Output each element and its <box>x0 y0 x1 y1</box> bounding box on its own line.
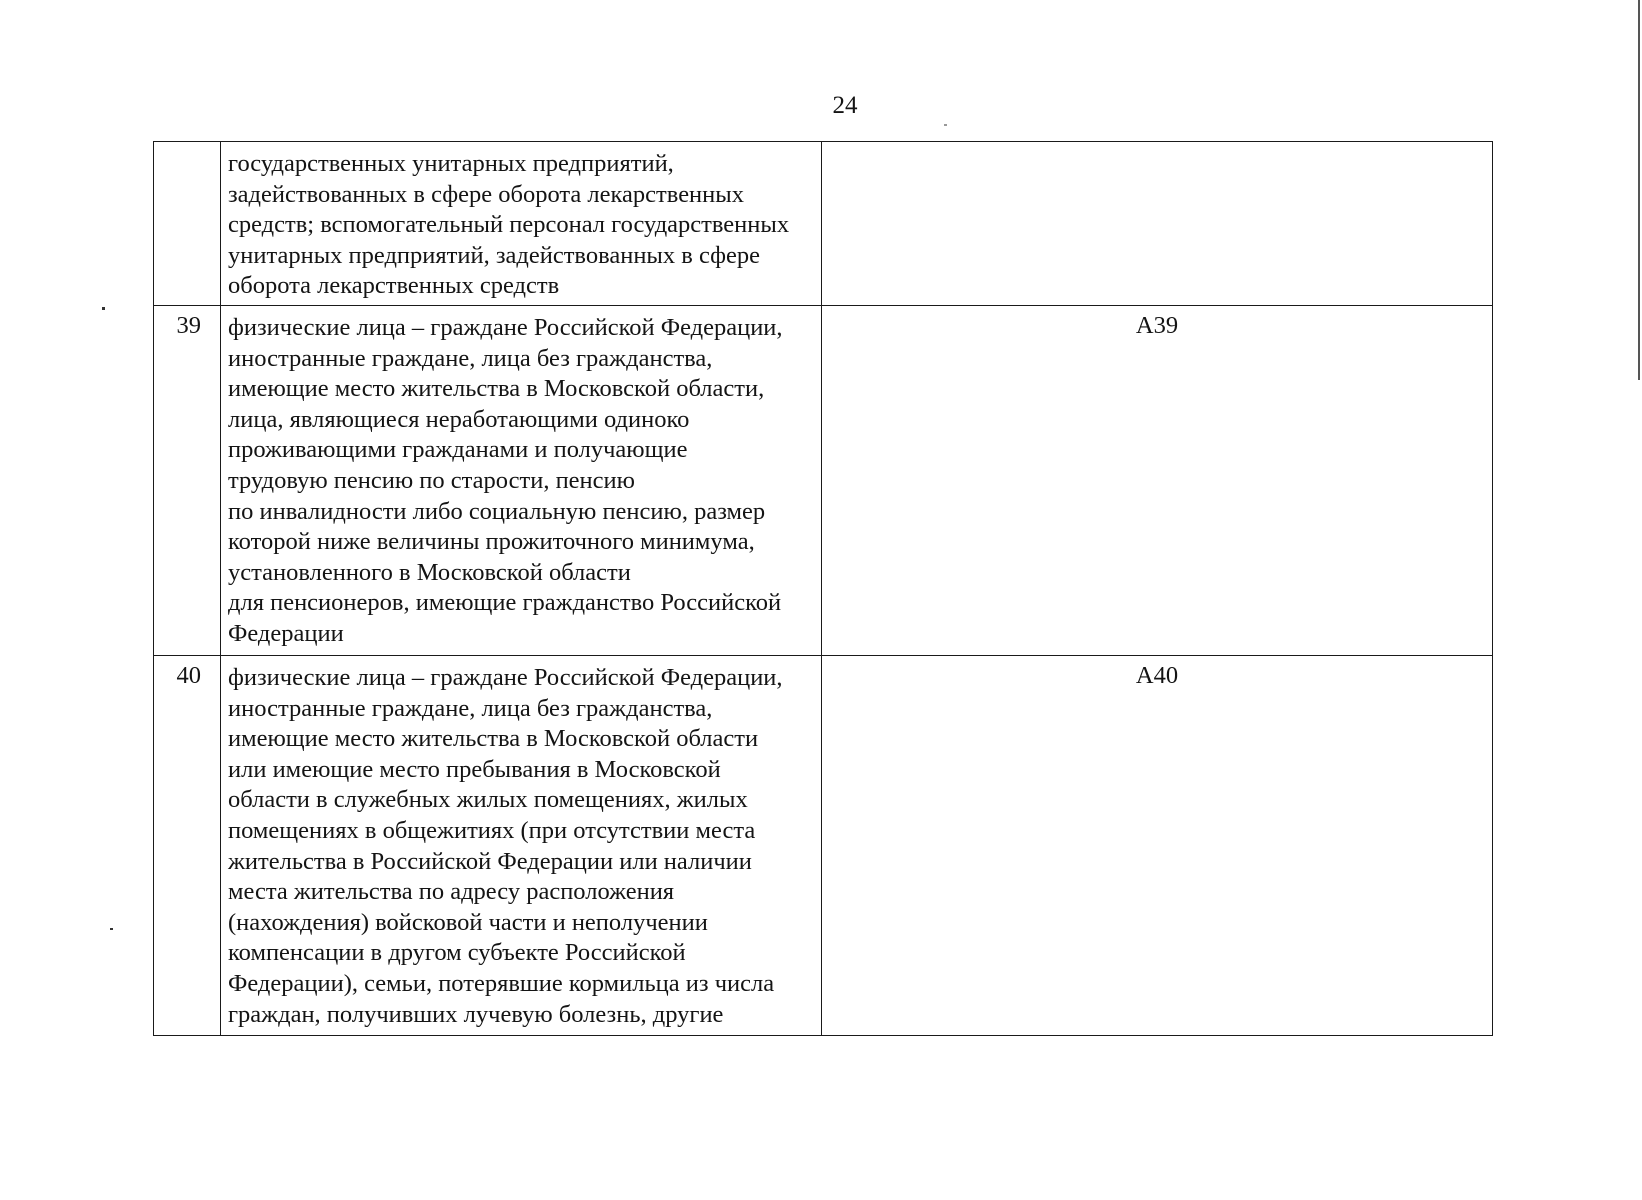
description-line: Федерации <box>228 619 344 647</box>
row-number-cell <box>154 306 221 656</box>
description-line: оборота лекарственных средств <box>228 272 560 300</box>
description-line: государственных унитарных предприятий, <box>228 150 674 177</box>
description-line: места жительства по адресу расположения <box>228 878 675 906</box>
description-line: области в служебных жилых помещениях, жилых <box>228 786 748 814</box>
description-line: трудовую пенсию по старости, пенсию <box>228 466 635 494</box>
row-number: 40 <box>176 662 201 689</box>
scan-edge-line <box>1638 0 1640 380</box>
description-line: компенсации в другом субъекте Российской <box>228 939 686 967</box>
description-cell <box>221 142 822 306</box>
description-text <box>221 656 821 1032</box>
row-code: А40 <box>1135 662 1179 689</box>
description-line: проживающими гражданами и получающие <box>228 436 688 464</box>
description-line: (нахождения) войсковой части и неполучении <box>228 908 708 936</box>
scan-speck <box>110 928 113 930</box>
description-line: для пенсионеров, имеющие гражданство Российской <box>228 589 782 617</box>
table-row <box>154 656 1493 1036</box>
row-code: А39 <box>1135 312 1179 339</box>
page-number: 24 <box>832 92 858 119</box>
description-line: которой ниже величины прожиточного минимума, <box>228 528 755 556</box>
description-line: Федерации), семьи, потерявшие кормильца из числа <box>228 969 775 997</box>
description-line: установленного в Московской области <box>228 558 631 586</box>
row-code <box>822 142 1492 147</box>
scan-speck <box>102 307 105 310</box>
description-line: имеющие место жительства в Московской области <box>228 725 759 753</box>
table-body <box>154 142 1493 1036</box>
description-text <box>221 306 821 652</box>
description-line: жительства в Российской Федерации или наличии <box>228 847 752 875</box>
code-cell <box>822 306 1493 656</box>
description-line: иностранные граждане, лица без гражданства, <box>228 694 713 722</box>
description-line: по инвалидности либо социальную пенсию, размер <box>228 497 766 525</box>
beneficiary-table <box>153 141 1493 1036</box>
description-line: имеющие место жительства в Московской области, <box>228 375 765 403</box>
code-cell <box>822 142 1493 306</box>
description-line: или имеющие место пребывания в Московской <box>228 755 721 783</box>
row-number-cell <box>154 656 221 1036</box>
description-line: задействованных в сфере оборота лекарственных <box>228 180 744 208</box>
description-cell <box>221 306 822 656</box>
table-row <box>154 142 1493 306</box>
description-line: средств; вспомогательный персонал государственных <box>228 211 790 239</box>
row-number-cell <box>154 142 221 306</box>
description-line: граждан, получивших лучевую болезнь, другие <box>228 1000 724 1028</box>
description-line: помещениях в общежитиях (при отсутствии места <box>228 816 756 844</box>
row-number: 39 <box>176 312 201 339</box>
scan-speck <box>944 124 947 126</box>
row-number <box>154 142 220 147</box>
description-line: лица, являющиеся неработающими одиноко <box>228 405 690 433</box>
table-row <box>154 306 1493 656</box>
description-line: физические лица – граждане Российской Федерации, <box>228 664 783 691</box>
description-text <box>221 142 821 304</box>
description-line: физические лица – граждане Российской Федерации, <box>228 314 783 341</box>
code-cell <box>822 656 1493 1036</box>
description-line: иностранные граждане, лица без гражданства, <box>228 344 713 372</box>
description-cell <box>221 656 822 1036</box>
description-line: унитарных предприятий, задействованных в сфере <box>228 241 761 269</box>
